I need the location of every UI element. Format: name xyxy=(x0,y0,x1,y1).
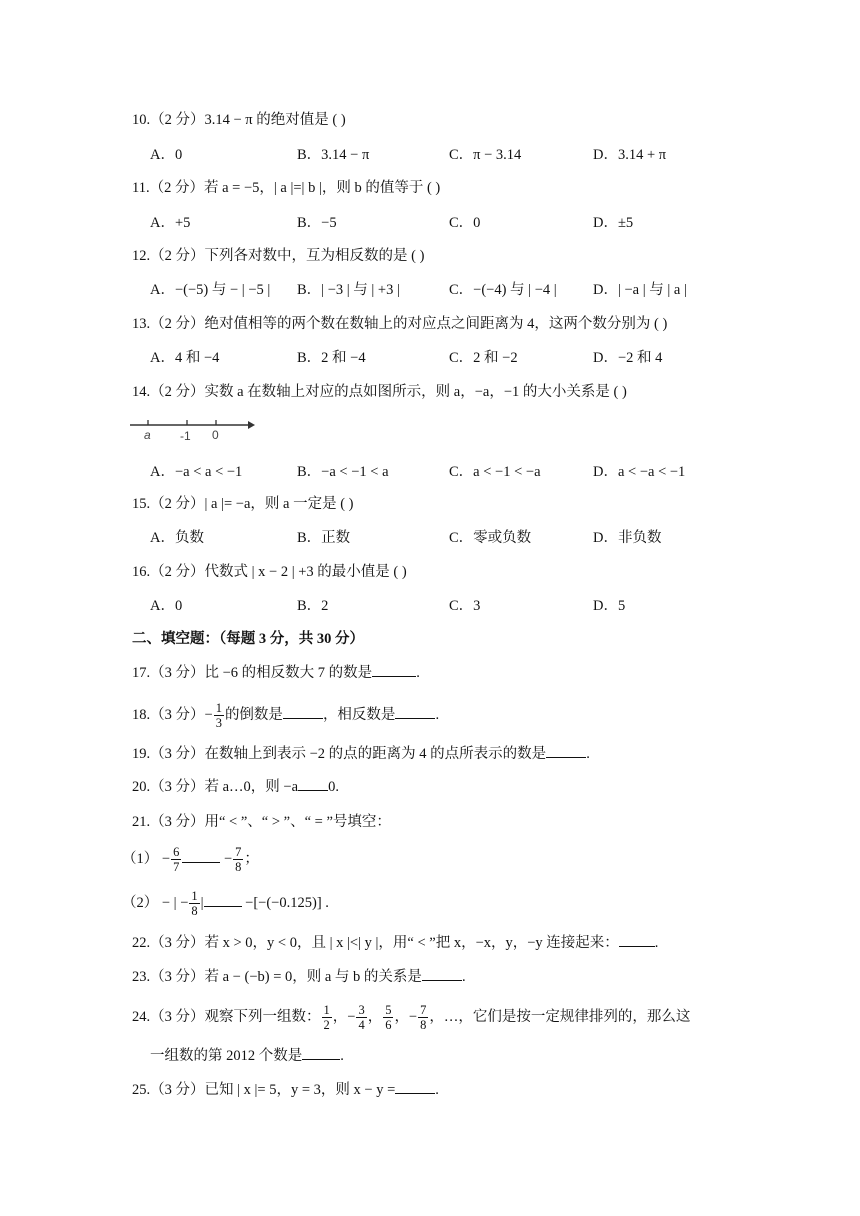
q16-option-a: A．0 xyxy=(150,598,183,614)
q21-stem: 21.（3 分）用“ < ”、“ > ”、“ = ”号填空： xyxy=(132,814,391,830)
answer-blank xyxy=(619,946,655,947)
q13-option-c: C．2 和 −2 xyxy=(449,350,518,366)
numerator: 1 xyxy=(215,701,222,716)
q10-option-d: D．3.14 + π xyxy=(593,147,667,163)
q23 xyxy=(132,967,466,987)
denominator: 8 xyxy=(235,860,242,875)
answer-blank xyxy=(298,790,328,791)
q16-option-b: B．2 xyxy=(297,598,329,614)
q21-part-1 xyxy=(122,844,259,874)
answer-blank xyxy=(395,1093,435,1094)
numerator: 1 xyxy=(191,889,198,904)
q21-p1-end: ； xyxy=(244,851,259,867)
q24-line-2 xyxy=(150,1046,344,1066)
q15-option-c: C．零或负数 xyxy=(449,530,532,546)
q23-text: 23.（3 分）若 a − (−b) = 0，则 a 与 b 的关系是 xyxy=(132,969,422,985)
q13-option-d: D．−2 和 4 xyxy=(593,350,663,366)
numerator: 5 xyxy=(385,1003,392,1018)
fraction xyxy=(189,889,199,918)
q11-option-d: D．±5 xyxy=(593,215,634,231)
answer-blank xyxy=(395,718,435,719)
q21-p1-mid: − xyxy=(223,851,233,867)
answer-blank xyxy=(283,718,323,719)
q24-line2-text: 一组数的第 2012 个数是 xyxy=(150,1048,303,1064)
q17-text: 17.（3 分）比 −6 的相反数大 7 的数是 xyxy=(132,665,373,681)
q16-stem: 16.（2 分）代数式 | x − 2 | +3 的最小值是 ( ) xyxy=(132,564,407,580)
q13-stem: 13.（2 分）绝对值相等的两个数在数轴上的对应点之间距离为 4，这两个数分别为 ( ) xyxy=(132,316,668,332)
denominator: 3 xyxy=(215,716,222,731)
label-minus-1: -1 xyxy=(180,429,191,443)
fraction xyxy=(356,1003,366,1032)
answer-blank xyxy=(372,676,416,677)
q12-option-d: D．| −a | 与 | a | xyxy=(593,282,687,298)
q16-option-d: D．5 xyxy=(593,598,626,614)
q14-option-c: C．a < −1 < −a xyxy=(449,464,541,480)
q18-end: . xyxy=(435,707,440,723)
q11-option-b: B．−5 xyxy=(297,215,337,231)
q13-option-b: B．2 和 −4 xyxy=(297,350,366,366)
fraction xyxy=(383,1003,393,1032)
q25 xyxy=(132,1080,439,1100)
number-line-arrow xyxy=(248,421,255,429)
fraction xyxy=(418,1003,428,1032)
numerator: 7 xyxy=(235,845,242,860)
section-heading-fill-in: 二、填空题：（每题 3 分，共 30 分） xyxy=(132,631,364,647)
q24-line-1: 24.（3 分）观察下列一组数： $\frac{1}{2}$ ，− $\frac{3}{4}$ ， $\frac{5}{6}$ ，− $\frac{7}{8}$ ，…，它们是按一定规律排列的，那么这 xyxy=(132,1003,691,1033)
number-line-figure xyxy=(128,414,258,444)
q25-text: 25.（3 分）已知 | x |= 5，y = 3，则 x − y = xyxy=(132,1082,396,1098)
q20-text: 20.（3 分）若 a…0，则 −a xyxy=(132,779,299,795)
q22-text: 22.（3 分）若 x > 0，y < 0，且 | x |<| y |，用“ < ”把 x，−x，y，−y 连接起来： xyxy=(132,935,619,951)
q18 xyxy=(132,700,439,730)
q12-option-b: B．| −3 | 与 | +3 | xyxy=(297,282,400,298)
answer-blank xyxy=(182,862,220,863)
q21-p2-pre: （2） − | − xyxy=(122,895,189,911)
q19 xyxy=(132,744,590,764)
q24-post: ，…，它们是按一定规律排列的，那么这 xyxy=(429,1009,691,1025)
q20-end: 0. xyxy=(328,779,339,795)
denominator: 4 xyxy=(358,1018,365,1033)
q15-option-b: B．正数 xyxy=(297,530,351,546)
fraction xyxy=(233,845,243,874)
q22 xyxy=(132,933,658,953)
answer-blank xyxy=(302,1059,340,1060)
q14-option-b: B．−a < −1 < a xyxy=(297,464,389,480)
answer-blank xyxy=(546,757,586,758)
denominator: 2 xyxy=(323,1018,330,1033)
answer-blank xyxy=(422,980,462,981)
q15-stem: 15.（2 分）| a |= −a，则 a 一定是 ( ) xyxy=(132,496,354,512)
fraction xyxy=(214,701,224,730)
q16-option-c: C．3 xyxy=(449,598,481,614)
q14-stem: 14.（2 分）实数 a 在数轴上对应的点如图所示，则 a，−a，−1 的大小关系是 ( ) xyxy=(132,384,627,400)
q15-option-a: A．负数 xyxy=(150,530,204,546)
q21-p2-end: −[−(−0.125)] . xyxy=(245,895,329,911)
q19-text: 19.（3 分）在数轴上到表示 −2 的点的距离为 4 的点所表示的数是 xyxy=(132,746,547,762)
label-a: a xyxy=(144,428,151,442)
q15-option-d: D．非负数 xyxy=(593,530,662,546)
fraction xyxy=(171,845,181,874)
q12-option-c: C．−(−4) 与 | −4 | xyxy=(449,282,557,298)
denominator: 8 xyxy=(420,1018,427,1033)
denominator: 8 xyxy=(191,904,198,919)
q24-end: . xyxy=(340,1048,344,1064)
q22-end: . xyxy=(654,935,659,951)
q11-option-c: C．0 xyxy=(449,215,481,231)
numerator: 6 xyxy=(173,845,180,860)
q14-option-d: D．a < −a < −1 xyxy=(593,464,686,480)
q18-pre: 18.（3 分）− xyxy=(132,707,213,723)
q17 xyxy=(132,663,420,683)
fraction xyxy=(322,1003,332,1032)
label-0: 0 xyxy=(212,428,219,442)
q18-mid: 的倒数是 xyxy=(224,707,283,723)
q25-end: . xyxy=(435,1082,439,1098)
q11-stem: 11.（2 分）若 a = −5，| a |=| b |，则 b 的值等于 ( ) xyxy=(132,180,441,196)
q23-end: . xyxy=(461,969,466,985)
q11-option-a: A．+5 xyxy=(150,215,191,231)
q21-part-2 xyxy=(122,888,329,918)
q13-option-a: A．4 和 −4 xyxy=(150,350,220,366)
q14-option-a: A．−a < a < −1 xyxy=(150,464,243,480)
denominator: 6 xyxy=(385,1018,392,1033)
q17-end: . xyxy=(416,665,420,681)
q12-option-a: A．−(−5) 与 − | −5 | xyxy=(150,282,271,298)
q10-option-a: A．0 xyxy=(150,147,183,163)
q10-stem: 10.（2 分）3.14 − π 的绝对值是 ( ) xyxy=(132,112,346,128)
numerator: 7 xyxy=(420,1003,427,1018)
q21-p2-mid: | xyxy=(200,895,204,911)
q12-stem: 12.（2 分）下列各对数中，互为相反数的是 ( ) xyxy=(132,248,425,264)
answer-blank xyxy=(204,906,242,907)
numerator: 1 xyxy=(323,1003,330,1018)
q10-option-c: C．π − 3.14 xyxy=(449,147,522,163)
q18-mid2: ，相反数是 xyxy=(322,707,396,723)
q10-option-b: B．3.14 − π xyxy=(297,147,370,163)
q20 xyxy=(132,777,339,797)
numerator: 3 xyxy=(358,1003,365,1018)
denominator: 7 xyxy=(173,860,180,875)
q21-p1-pre: （1） − xyxy=(122,851,171,867)
q24-pre: 24.（3 分）观察下列一组数： xyxy=(132,1009,321,1025)
q19-end: . xyxy=(586,746,590,762)
